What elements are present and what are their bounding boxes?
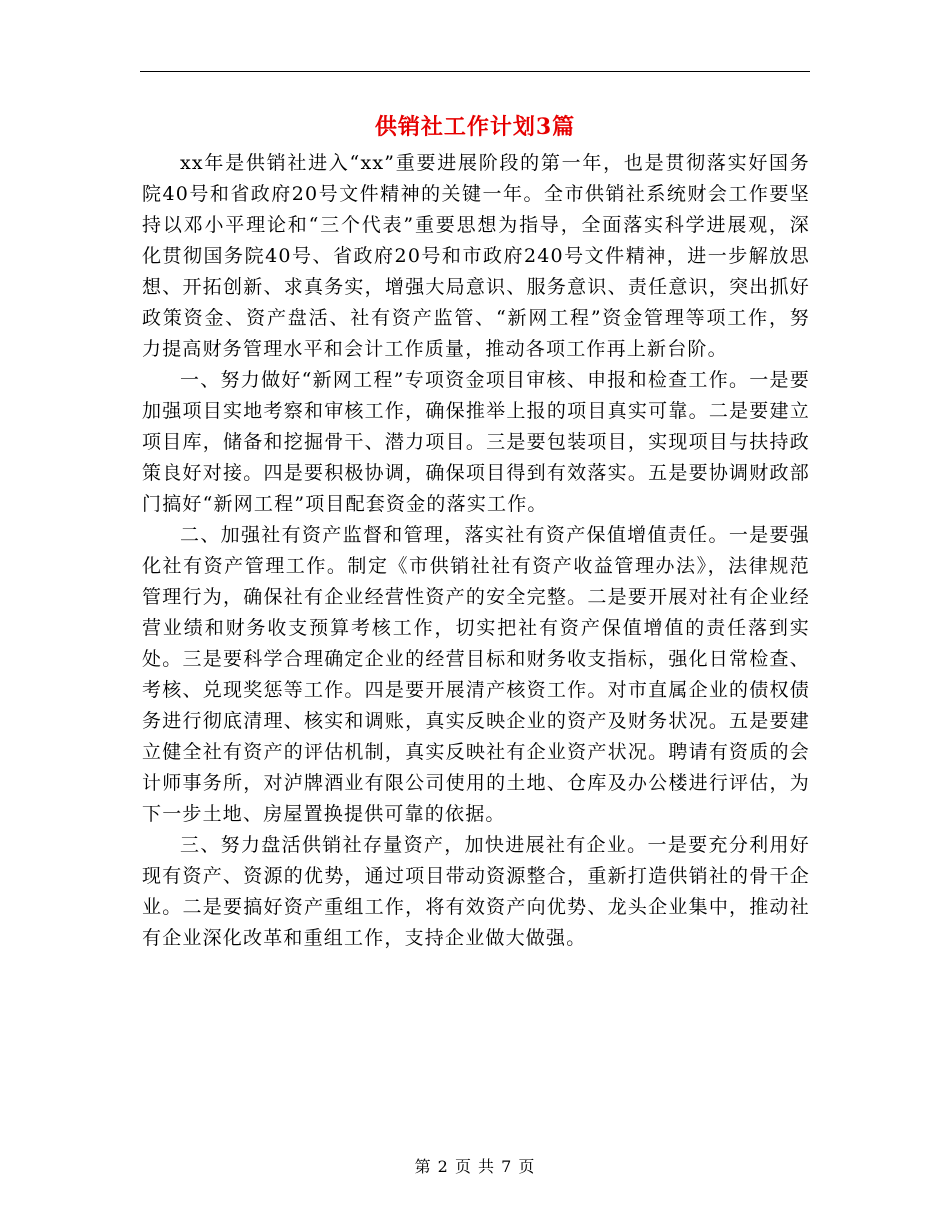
paragraph-section-2: 二、加强社有资产监督和管理，落实社有资产保值增值责任。一是要强化社有资产管理工作。制定《市供销社社有资产收益管理办法》，法律规范管理行为，确保社有企业经营性资产的安全完整。二是要开展对社有企业经营业绩和财务收支预算考核工作，切实把社有资产保值增值的责任落到实处。三是要科学合理确定企业的经营目标和财务收支指标，强化日常检查、考核、兑现奖惩等工作。四是要开展清产核资工作。对市直属企业的债权债务进行彻底清理、核实和调账，真实反映企业的资产及财务状况。五是要建立健全社有资产的评估机制，真实反映社有企业资产状况。聘请有资质的会计师事务所，对泸牌酒业有限公司使用的土地、仓库及办公楼进行评估，为下一步土地、房屋置换提供可靠的依据。 <box>142 524 810 825</box>
paragraph-section-1: 一、努力做好“新网工程”专项资金项目审核、申报和检查工作。一是要加强项目实地考察和审核工作，确保推举上报的项目真实可靠。二是要建立项目库，储备和挖掘骨干、潜力项目。三是要包装项目，实现项目与扶持政策良好对接。四是要积极协调，确保项目得到有效落实。五是要协调财政部门搞好“新网工程”项目配套资金的落实工作。 <box>142 369 810 515</box>
paragraph-intro: xx年是供销社进入“xx”重要进展阶段的第一年，也是贯彻落实好国务院40号和省政府20号文件精神的关键一年。全市供销社系统财会工作要坚持以邓小平理论和“三个代表”重要思想为指导，全面落实科学进展观，深化贯彻国务院40号、省政府20号和市政府240号文件精神，进一步解放思想、开拓创新、求真务实，增强大局意识、服务意识、责任意识，突出抓好政策资金、资产盘活、社有资产监管、“新网工程”资金管理等项工作，努力提高财务管理水平和会计工作质量，推动各项工作再上新台阶。 <box>142 152 810 360</box>
header-rule <box>140 71 810 72</box>
document-body <box>142 148 810 954</box>
paragraph-section-3: 三、努力盘活供销社存量资产，加快进展社有企业。一是要充分利用好现有资产、资源的优势，通过项目带动资源整合，重新打造供销社的骨干企业。二是要搞好资产重组工作，将有效资产向优势、龙头企业集中，推动社有企业深化改革和重组工作，支持企业做大做强。 <box>142 834 810 949</box>
page-number-footer: 第 2 页 共 7 页 <box>414 1157 536 1176</box>
document-title: 供销社工作计划3篇 <box>374 114 576 140</box>
